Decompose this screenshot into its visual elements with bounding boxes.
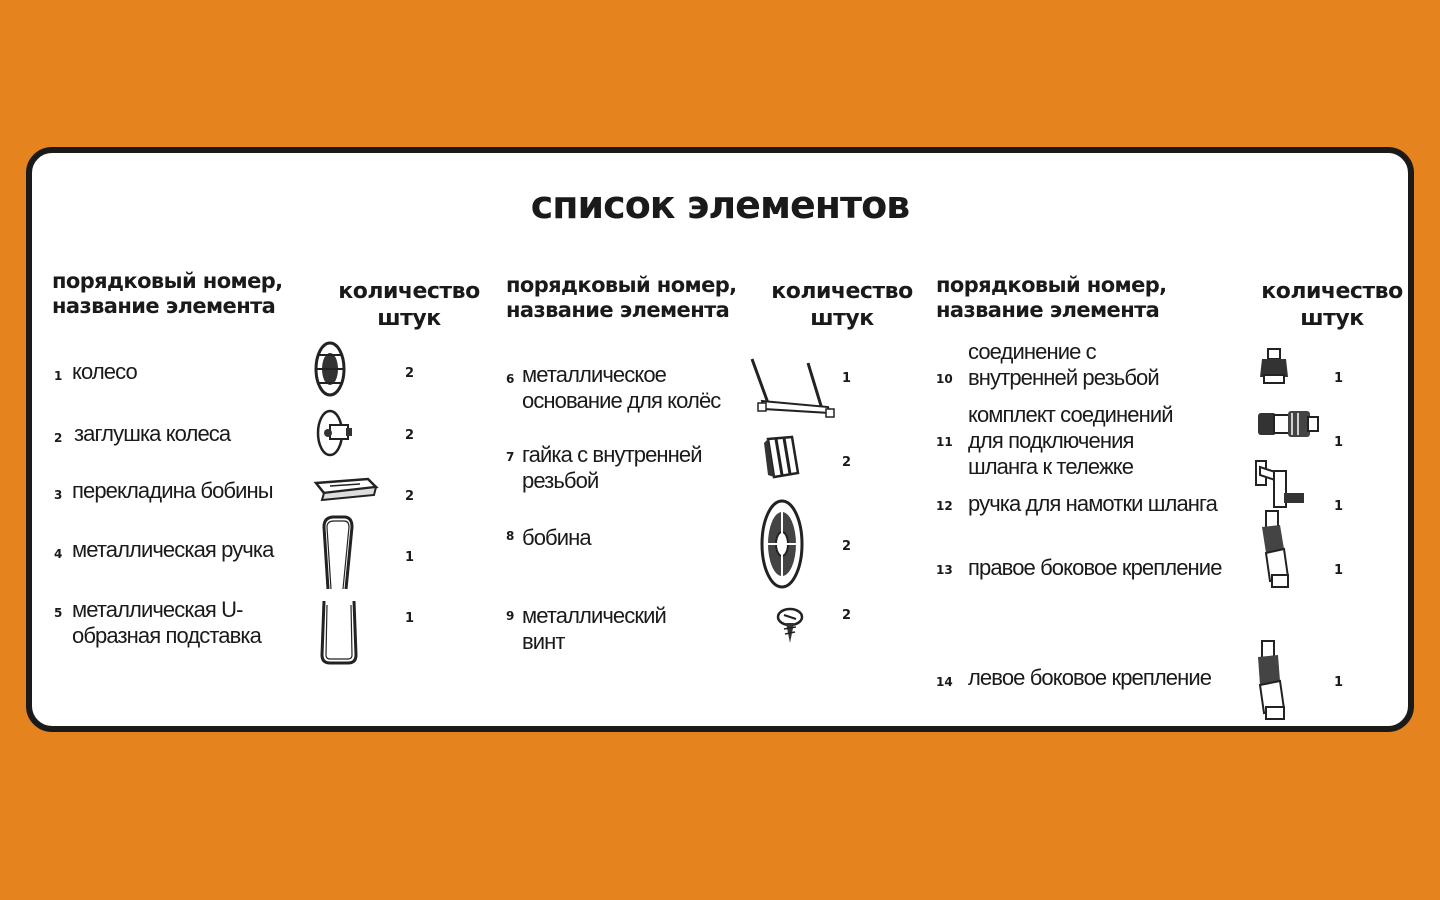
reel-crossbar-icon [310,473,380,503]
item-number: 14 [936,675,953,689]
item-name: ручка для намотки шланга [968,491,1218,516]
item-name-line: шланга к тележке [968,454,1134,479]
item-name-line: образная подставка [72,623,261,648]
header-line: название элемента [936,298,1160,322]
item-name [72,597,261,649]
item-number: 7 [506,450,515,464]
item-name-line: металлическая U- [72,597,243,622]
item-number: 1 [54,369,63,383]
item-name: бобина [522,525,591,550]
item-name-line: внутренней резьбой [968,365,1159,390]
item-number: 4 [54,547,63,561]
item-qty: 1 [1334,563,1344,578]
column-header-qty-3 [1257,278,1407,332]
item-qty: 2 [405,489,415,504]
parts-list-card [26,147,1414,732]
item-qty: 1 [1334,371,1344,386]
header-line: количество [1261,279,1403,304]
item-name [522,442,702,494]
column-header-qty-1 [334,278,484,332]
item-qty: 2 [842,539,852,554]
wheel-cap-icon [314,407,356,459]
nut-icon [762,433,802,481]
u-stand-icon [318,597,362,667]
connector-kit-icon [1256,405,1320,445]
item-name: перекладина бобины [72,478,273,503]
column-header-name-3 [936,273,1167,323]
item-qty: 1 [405,550,415,565]
screw-icon [772,607,806,647]
item-name-line: гайка с внутренней [522,442,702,467]
column-header-name-2 [506,273,737,323]
header-line: штук [810,306,874,331]
header-line: количество [771,279,913,304]
right-bracket-icon [1258,509,1292,591]
header-line: название элемента [506,298,730,322]
item-name-line: основание для колёс [522,388,721,413]
item-number: 12 [936,499,953,513]
item-number: 5 [54,606,63,620]
crank-handle-icon [1252,459,1308,511]
item-number: 11 [936,435,953,449]
item-qty: 2 [842,455,852,470]
item-number: 2 [54,431,63,445]
item-qty: 1 [842,371,852,386]
item-name [522,362,720,414]
left-bracket-icon [1252,639,1290,721]
item-name: металлическая ручка [72,537,274,562]
column-header-qty-2 [767,278,917,332]
column-header-name-1 [52,269,283,319]
item-number: 3 [54,488,63,502]
item-number: 10 [936,372,953,386]
reel-icon [758,497,810,591]
item-name-line: винт [522,629,565,654]
item-name: правое боковое крепление [968,555,1222,580]
item-name: левое боковое крепление [968,665,1212,690]
item-name-line: комплект соединений [968,402,1173,427]
item-qty: 1 [405,611,415,626]
item-name [968,339,1159,391]
header-line: порядковый номер, [52,269,283,293]
item-number: 13 [936,563,953,577]
item-qty: 1 [1334,675,1344,690]
item-qty: 2 [842,608,852,623]
item-qty: 1 [1334,435,1344,450]
item-qty: 2 [405,366,415,381]
item-name [968,402,1173,480]
wheel-base-icon [746,353,842,423]
header-line: штук [377,306,441,331]
item-number: 8 [506,529,515,543]
item-name-line: для подключения [968,428,1134,453]
item-qty: 2 [405,428,415,443]
item-number: 9 [506,609,515,623]
item-name: заглушка колеса [74,421,231,446]
item-qty: 1 [1334,499,1344,514]
threaded-connector-icon [1258,347,1292,387]
header-line: название элемента [52,294,276,318]
item-name-line: резьбой [522,468,599,493]
header-line: порядковый номер, [936,273,1167,297]
header-line: штук [1300,306,1364,331]
item-name [522,603,666,655]
page-title: список элементов [530,183,910,227]
wheel-icon [312,341,348,397]
item-name: колесо [72,359,137,384]
metal-handle-icon [318,513,358,593]
item-name-line: соединение с [968,339,1096,364]
item-name-line: металлическое [522,362,666,387]
item-name-line: металлический [522,603,666,628]
header-line: порядковый номер, [506,273,737,297]
header-line: количество [338,279,480,304]
item-number: 6 [506,372,515,386]
